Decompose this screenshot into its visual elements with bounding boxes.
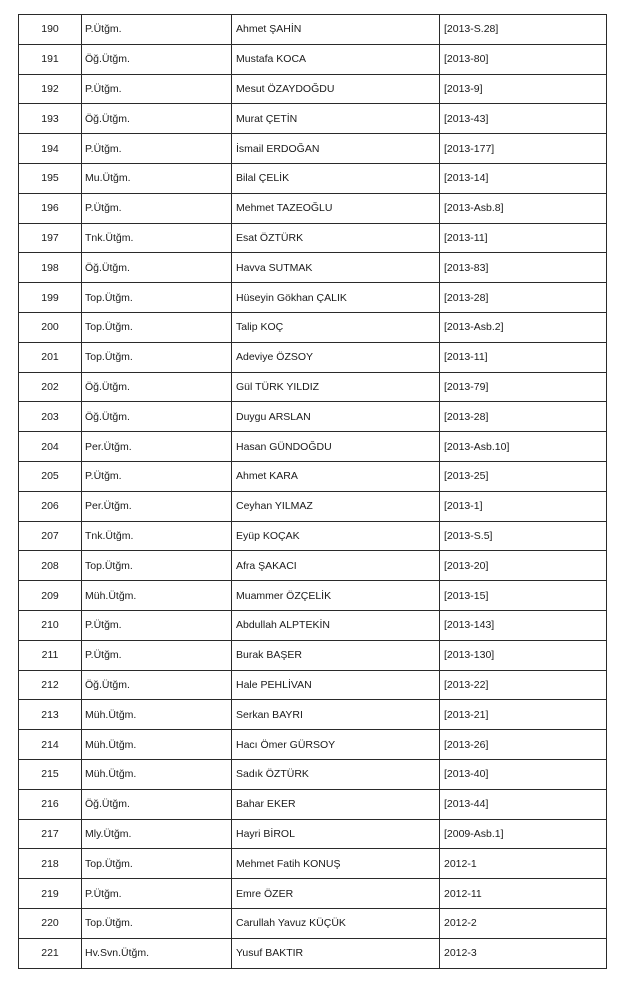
table-row (19, 789, 607, 819)
row-reference: [2013-25] (440, 461, 607, 491)
table-row (19, 849, 607, 879)
row-number: 199 (19, 283, 82, 313)
table-row (19, 44, 607, 74)
table-row (19, 640, 607, 670)
row-reference: [2013-130] (440, 640, 607, 670)
row-rank: Öğ.Ütğm. (82, 789, 232, 819)
table-row (19, 610, 607, 640)
table-body (19, 15, 607, 969)
row-reference: [2013-28] (440, 283, 607, 313)
row-number: 215 (19, 759, 82, 789)
row-number: 191 (19, 44, 82, 74)
row-number: 207 (19, 521, 82, 551)
row-number: 209 (19, 581, 82, 611)
personnel-table (18, 14, 607, 969)
row-number: 193 (19, 104, 82, 134)
row-reference: [2013-S.5] (440, 521, 607, 551)
row-name: Mesut ÖZAYDOĞDU (232, 74, 440, 104)
row-rank: Top.Ütğm. (82, 283, 232, 313)
row-rank: Top.Ütğm. (82, 849, 232, 879)
row-reference: [2013-Asb.2] (440, 312, 607, 342)
row-rank: P.Ütğm. (82, 15, 232, 45)
table-row (19, 581, 607, 611)
row-rank: Per.Ütğm. (82, 432, 232, 462)
row-number: 206 (19, 491, 82, 521)
row-number: 201 (19, 342, 82, 372)
row-name: Hale PEHLİVAN (232, 670, 440, 700)
row-name: Duygu ARSLAN (232, 402, 440, 432)
row-rank: Öğ.Ütğm. (82, 44, 232, 74)
row-number: 200 (19, 312, 82, 342)
row-number: 190 (19, 15, 82, 45)
row-reference: [2013-1] (440, 491, 607, 521)
row-reference: [2013-9] (440, 74, 607, 104)
row-rank: Mu.Ütğm. (82, 163, 232, 193)
row-number: 192 (19, 74, 82, 104)
row-reference: [2009-Asb.1] (440, 819, 607, 849)
row-number: 205 (19, 461, 82, 491)
row-rank: P.Ütğm. (82, 461, 232, 491)
row-rank: Top.Ütğm. (82, 908, 232, 938)
table-row (19, 700, 607, 730)
row-number: 213 (19, 700, 82, 730)
row-name: Mustafa KOCA (232, 44, 440, 74)
row-name: Eyüp KOÇAK (232, 521, 440, 551)
row-reference: [2013-43] (440, 104, 607, 134)
row-name: Bilal ÇELİK (232, 163, 440, 193)
table-row (19, 432, 607, 462)
table-row (19, 74, 607, 104)
table-row (19, 253, 607, 283)
row-name: Hacı Ömer GÜRSOY (232, 730, 440, 760)
table-row (19, 402, 607, 432)
row-name: Abdullah ALPTEKİN (232, 610, 440, 640)
row-name: Bahar EKER (232, 789, 440, 819)
row-name: Adeviye ÖZSOY (232, 342, 440, 372)
row-reference: [2013-177] (440, 134, 607, 164)
row-name: Carullah Yavuz KÜÇÜK (232, 908, 440, 938)
row-reference: [2013-20] (440, 551, 607, 581)
table-row (19, 134, 607, 164)
row-reference: 2012-11 (440, 879, 607, 909)
table-row (19, 879, 607, 909)
row-reference: [2013-15] (440, 581, 607, 611)
row-rank: P.Ütğm. (82, 879, 232, 909)
row-reference: [2013-28] (440, 402, 607, 432)
table-row (19, 819, 607, 849)
table-row (19, 461, 607, 491)
row-reference: [2013-83] (440, 253, 607, 283)
table-row (19, 372, 607, 402)
row-reference: [2013-44] (440, 789, 607, 819)
row-number: 204 (19, 432, 82, 462)
row-name: İsmail ERDOĞAN (232, 134, 440, 164)
row-number: 203 (19, 402, 82, 432)
row-name: Muammer ÖZÇELİK (232, 581, 440, 611)
row-rank: Top.Ütğm. (82, 312, 232, 342)
row-number: 198 (19, 253, 82, 283)
row-reference: [2013-11] (440, 342, 607, 372)
row-name: Serkan BAYRI (232, 700, 440, 730)
row-rank: Per.Ütğm. (82, 491, 232, 521)
table-row (19, 342, 607, 372)
table-row (19, 730, 607, 760)
row-rank: Öğ.Ütğm. (82, 670, 232, 700)
row-reference: [2013-26] (440, 730, 607, 760)
table-row (19, 759, 607, 789)
row-name: Gül TÜRK YILDIZ (232, 372, 440, 402)
row-name: Ahmet KARA (232, 461, 440, 491)
row-number: 196 (19, 193, 82, 223)
row-number: 212 (19, 670, 82, 700)
row-rank: P.Ütğm. (82, 134, 232, 164)
row-number: 210 (19, 610, 82, 640)
row-name: Hüseyin Gökhan ÇALIK (232, 283, 440, 313)
row-name: Mehmet Fatih KONUŞ (232, 849, 440, 879)
table-row (19, 163, 607, 193)
row-name: Talip KOÇ (232, 312, 440, 342)
row-number: 202 (19, 372, 82, 402)
row-reference: [2013-80] (440, 44, 607, 74)
row-rank: Öğ.Ütğm. (82, 253, 232, 283)
row-rank: Müh.Ütğm. (82, 700, 232, 730)
row-name: Havva SUTMAK (232, 253, 440, 283)
row-number: 220 (19, 908, 82, 938)
row-name: Ceyhan YILMAZ (232, 491, 440, 521)
row-rank: Top.Ütğm. (82, 551, 232, 581)
row-reference: 2012-3 (440, 938, 607, 968)
row-rank: Müh.Ütğm. (82, 581, 232, 611)
row-number: 218 (19, 849, 82, 879)
row-reference: [2013-Asb.8] (440, 193, 607, 223)
row-reference: [2013-40] (440, 759, 607, 789)
row-rank: Tnk.Ütğm. (82, 223, 232, 253)
row-reference: [2013-S.28] (440, 15, 607, 45)
row-name: Hasan GÜNDOĞDU (232, 432, 440, 462)
row-rank: Öğ.Ütğm. (82, 104, 232, 134)
table-row (19, 908, 607, 938)
row-number: 219 (19, 879, 82, 909)
row-reference: 2012-2 (440, 908, 607, 938)
row-reference: [2013-Asb.10] (440, 432, 607, 462)
row-number: 211 (19, 640, 82, 670)
row-name: Murat ÇETİN (232, 104, 440, 134)
row-rank: Top.Ütğm. (82, 342, 232, 372)
table-row (19, 312, 607, 342)
row-number: 194 (19, 134, 82, 164)
table-row (19, 223, 607, 253)
table-row (19, 193, 607, 223)
table-row (19, 283, 607, 313)
row-rank: P.Ütğm. (82, 74, 232, 104)
row-name: Sadık ÖZTÜRK (232, 759, 440, 789)
row-reference: [2013-11] (440, 223, 607, 253)
row-number: 208 (19, 551, 82, 581)
row-reference: [2013-21] (440, 700, 607, 730)
row-rank: Mly.Ütğm. (82, 819, 232, 849)
row-number: 217 (19, 819, 82, 849)
table-row (19, 938, 607, 968)
row-name: Ahmet ŞAHİN (232, 15, 440, 45)
table-row (19, 670, 607, 700)
table-row (19, 15, 607, 45)
row-reference: [2013-79] (440, 372, 607, 402)
row-name: Emre ÖZER (232, 879, 440, 909)
row-name: Mehmet TAZEOĞLU (232, 193, 440, 223)
row-rank: Tnk.Ütğm. (82, 521, 232, 551)
table-row (19, 104, 607, 134)
row-name: Hayri BİROL (232, 819, 440, 849)
row-reference: [2013-143] (440, 610, 607, 640)
row-reference: [2013-14] (440, 163, 607, 193)
row-number: 221 (19, 938, 82, 968)
row-number: 197 (19, 223, 82, 253)
row-rank: P.Ütğm. (82, 610, 232, 640)
row-rank: Müh.Ütğm. (82, 759, 232, 789)
row-rank: P.Ütğm. (82, 193, 232, 223)
table-row (19, 551, 607, 581)
row-name: Esat ÖZTÜRK (232, 223, 440, 253)
row-rank: Öğ.Ütğm. (82, 372, 232, 402)
row-number: 216 (19, 789, 82, 819)
row-name: Yusuf BAKTIR (232, 938, 440, 968)
table-row (19, 491, 607, 521)
table-row (19, 521, 607, 551)
row-number: 214 (19, 730, 82, 760)
row-name: Afra ŞAKACI (232, 551, 440, 581)
row-rank: Hv.Svn.Ütğm. (82, 938, 232, 968)
row-rank: Öğ.Ütğm. (82, 402, 232, 432)
row-reference: [2013-22] (440, 670, 607, 700)
row-number: 195 (19, 163, 82, 193)
row-reference: 2012-1 (440, 849, 607, 879)
row-name: Burak BAŞER (232, 640, 440, 670)
row-rank: Müh.Ütğm. (82, 730, 232, 760)
row-rank: P.Ütğm. (82, 640, 232, 670)
